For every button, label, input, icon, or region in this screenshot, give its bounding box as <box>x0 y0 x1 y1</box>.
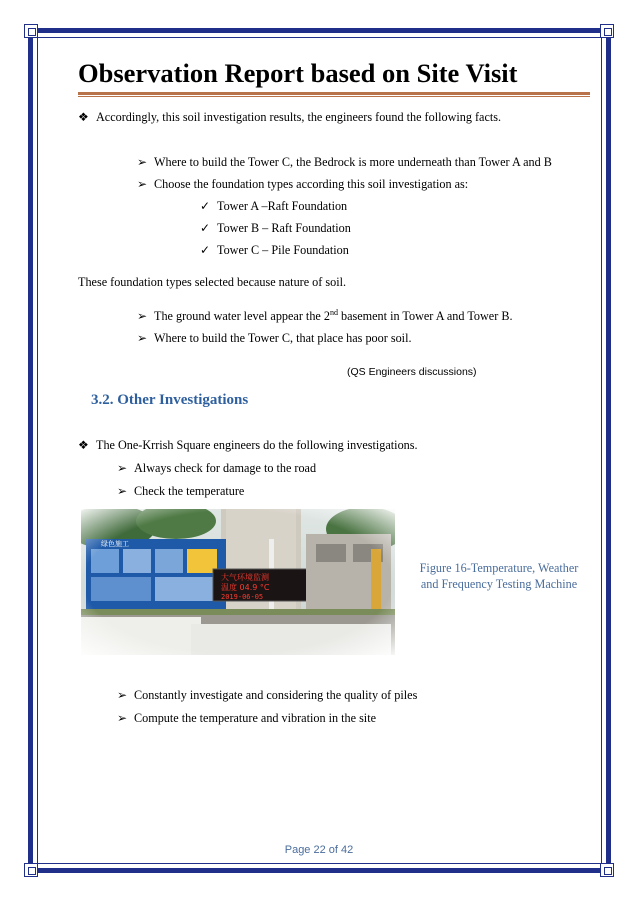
figure-caption-line2: and Frequency Testing Machine <box>420 577 578 591</box>
arrow-bullet-icon: ➢ <box>117 711 128 725</box>
investigation-item: ➢ Compute the temperature and vibration in the site <box>117 711 376 725</box>
investigation-item: ➢ Always check for damage to the road <box>117 461 317 475</box>
site-photo-illustration <box>81 509 395 655</box>
fact-item: ➢ Where to build the Tower C, the Bedrock is more underneath than Tower A and B <box>137 155 552 169</box>
foundation-item: ✓ Tower C – Pile Foundation <box>200 243 349 257</box>
arrow-bullet-icon: ➢ <box>117 688 128 702</box>
checkmark-icon: ✓ <box>200 221 211 235</box>
diamond-bullet-icon: ❖ <box>78 110 89 124</box>
foundation-item: ✓ Tower A –Raft Foundation <box>200 199 348 213</box>
investigation-item: ➢ Check the temperature <box>117 484 245 498</box>
water-level-item: ➢ The ground water level appear the 2nd basement in Tower A and Tower B. <box>137 307 513 323</box>
title-underline-thin <box>78 96 590 97</box>
page-number-footer: Page 22 of 42 <box>284 844 354 856</box>
investigations-intro: ❖ The One-Krrish Square engineers do the following investigations. <box>78 438 418 452</box>
arrow-bullet-icon: ➢ <box>137 177 148 191</box>
arrow-bullet-icon: ➢ <box>137 331 148 345</box>
figure-caption-line1: Figure 16-Temperature, Weather <box>419 561 579 575</box>
figure-photo <box>81 509 395 655</box>
title-underline-thick <box>78 92 590 95</box>
section-heading: 3.2. Other Investigations <box>91 392 249 408</box>
poor-soil-item: ➢ Where to build the Tower C, that place has poor soil. <box>137 331 412 345</box>
checkmark-icon: ✓ <box>200 243 211 257</box>
source-note: (QS Engineers discussions) <box>347 366 477 378</box>
page-title: Observation Report based on Site Visit <box>78 58 518 88</box>
corner-ornament-tl <box>24 24 38 38</box>
investigation-item: ➢ Constantly investigate and considering the quality of piles <box>117 688 418 702</box>
fact-item: ➢ Choose the foundation types according this soil investigation as: <box>137 177 469 191</box>
intro-paragraph: ❖ Accordingly, this soil investigation results, the engineers found the following facts. <box>78 110 502 124</box>
corner-ornament-tr <box>600 24 614 38</box>
corner-ornament-br <box>600 863 614 877</box>
diamond-bullet-icon: ❖ <box>78 438 89 452</box>
checkmark-icon: ✓ <box>200 199 211 213</box>
foundation-item: ✓ Tower B – Raft Foundation <box>200 221 351 235</box>
arrow-bullet-icon: ➢ <box>137 309 148 323</box>
nature-note: These foundation types selected because nature of soil. <box>78 275 347 289</box>
arrow-bullet-icon: ➢ <box>117 484 128 498</box>
arrow-bullet-icon: ➢ <box>137 155 148 169</box>
corner-ornament-bl <box>24 863 38 877</box>
arrow-bullet-icon: ➢ <box>117 461 128 475</box>
